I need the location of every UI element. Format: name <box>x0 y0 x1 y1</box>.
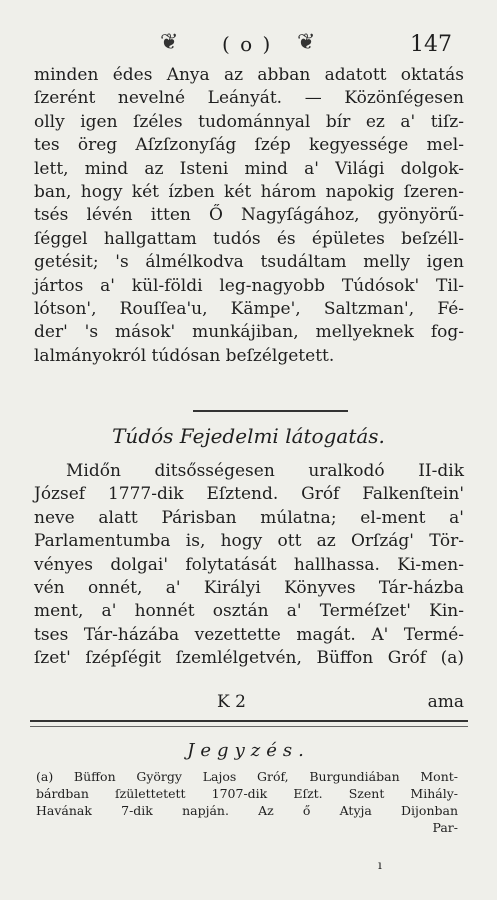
footnote-heading: Jegyzés. <box>187 740 310 761</box>
footnote-line: Par- <box>432 820 458 835</box>
footnote-line: (a) Büffon György Lajos Gróf, Burgundiában Mont- <box>36 769 458 784</box>
signature-mark-bottom: K 2 <box>217 692 246 712</box>
footnote-line: Havának 7-dik napján. Az ő Atyja Dijonban <box>36 803 458 818</box>
stray-mark: ı <box>378 858 382 872</box>
section-divider <box>193 410 348 412</box>
section-title: Túdós Fejedelmi látogatás. <box>112 424 385 448</box>
text-line: olly igen ſzéles tudománnyal bír ez a' tiſz- <box>34 111 464 132</box>
signature-mark: ( o ) <box>222 32 273 56</box>
catchword: ama <box>427 692 464 712</box>
text-line: ſzerént nevelné Leányát. — Közönſégesen <box>34 88 464 109</box>
page-number: 147 <box>410 32 452 57</box>
footnote-line: bárdban ſzülettetett 1707-dik Eſzt. Szent Mihály- <box>36 786 458 801</box>
text-line: vén onnét, a' Királyi Könyves Tár-házba <box>34 577 464 598</box>
text-line: ban, hogy két ízben két három napokig ſzeren- <box>34 181 464 202</box>
text-line: ſéggel hallgattam tudós és épületes beſzéll- <box>34 228 464 249</box>
footnote-rule-thin <box>30 726 468 727</box>
section-paragraph <box>34 460 464 671</box>
page-header <box>0 26 497 58</box>
text-line: jártos a' kül-földi leg-nagyobb Túdósok' Til- <box>34 275 464 296</box>
text-line: lalmányokról túdósan beſzélgetett. <box>34 345 335 366</box>
text-line: ſzet' ſzépſégit ſzemlélgetvén, Büffon Gróf (a) <box>34 648 464 669</box>
text-line: getésit; 's álmélkodva tsudáltam melly igen <box>34 252 464 273</box>
text-line: lett, mind az Isteni mind a' Világi dolgok- <box>34 158 464 179</box>
text-line: der' 's mások' munkájiban, mellyeknek fog- <box>34 322 464 343</box>
text-line: minden édes Anya az abban adatott oktatás <box>34 65 464 85</box>
text-line: tses Tár-házába vezettette magát. A' Termé- <box>34 624 464 645</box>
text-line: tsés lévén itten Ő Nagyſágához, gyönyörű- <box>34 205 464 226</box>
footnote-rule <box>30 720 468 722</box>
ornament-right-icon: ❦ <box>297 30 316 55</box>
footnote-text <box>36 768 458 836</box>
text-line: vényes dolgai' folytatását hallhassa. Ki-men- <box>34 554 464 575</box>
text-line: neve alatt Párisban múlatna; el-ment a' <box>34 507 464 528</box>
text-line: József 1777-dik Eſztend. Gróf Falkenſtein' <box>34 484 464 505</box>
text-line: tes öreg Aſzſzonyſág ſzép kegyessége mel- <box>34 135 464 156</box>
text-line: lótson', Rouſſea'u, Kämpe', Saltzman', Fé- <box>34 298 464 319</box>
ornament-left-icon: ❦ <box>160 30 179 55</box>
text-line: Parlamentumba is, hogy ott az Orſzág' Tör- <box>34 531 464 552</box>
text-line: ment, a' honnét osztán a' Terméſzet' Kin- <box>34 601 464 622</box>
text-line: Midőn ditsősségesen uralkodó II-dik <box>66 461 464 481</box>
body-paragraph <box>34 64 464 368</box>
